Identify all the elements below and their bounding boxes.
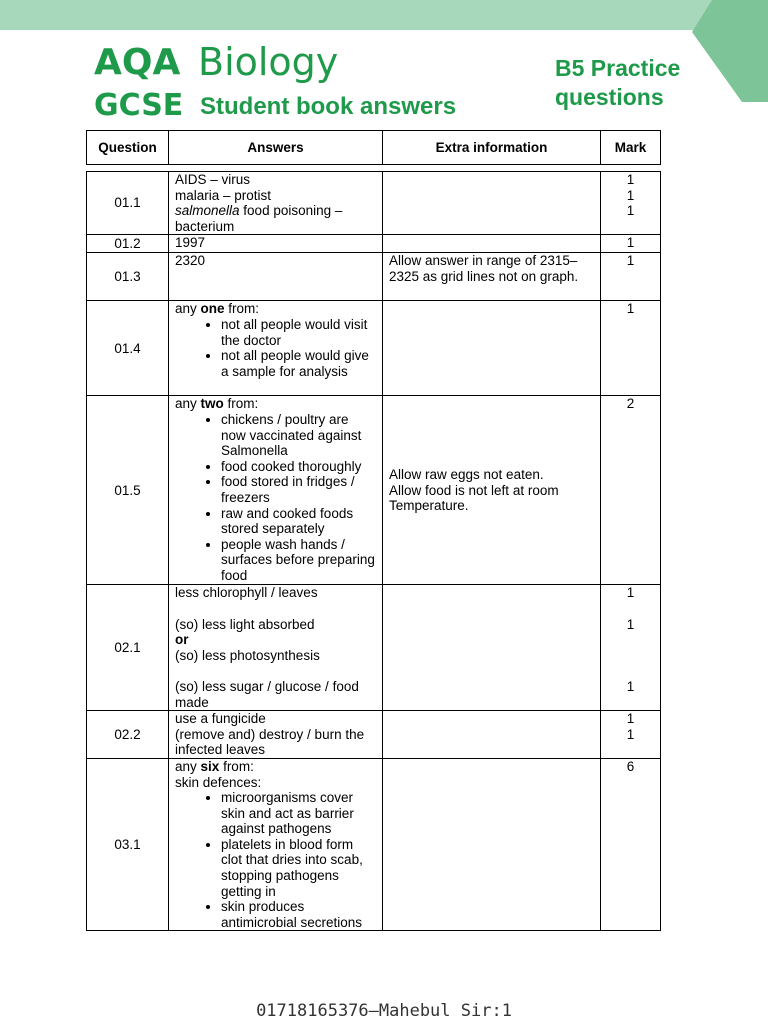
header-extra: Extra information: [383, 131, 601, 165]
page-footer: 01718165376–Mahebul Sir:1: [256, 1001, 512, 1021]
answer-line: malaria – protist: [175, 187, 272, 203]
answer-line: salmonella food poisoning – bacterium: [175, 203, 343, 234]
table-row: [87, 253, 661, 301]
table-row: [87, 758, 661, 931]
answer-bullets: [175, 790, 376, 930]
list-item: • microorganisms cover skin and act as barrier against pathogens: [221, 790, 376, 837]
answer-cell: 1997: [169, 235, 383, 253]
extra-cell: [383, 585, 601, 711]
answer-lead: any one from:: [175, 301, 260, 317]
list-item: • not all people would give a sample for analysis: [221, 348, 376, 379]
list-item: • chickens / poultry are now vaccinated against Salmonella: [221, 412, 376, 459]
extra-cell: [383, 301, 601, 396]
extra-cell: [383, 711, 601, 759]
extra-cell: [383, 758, 601, 931]
table-row: [87, 585, 661, 711]
answer-cell: [169, 301, 383, 396]
question-number: 01.4: [87, 301, 169, 396]
italic-term: salmonella: [175, 203, 240, 219]
question-number: 02.1: [87, 585, 169, 711]
list-item: • platelets in blood form clot that dries into scab, stopping pathogens getting in: [221, 837, 376, 899]
table-row: [87, 396, 661, 585]
aqa-logo: AQA: [94, 42, 181, 83]
header-question: Question: [87, 131, 169, 165]
answer-bullets: [175, 317, 376, 379]
question-number: 02.2: [87, 711, 169, 759]
extra-cell: [383, 172, 601, 235]
mark-cell: 6: [601, 758, 661, 931]
header-answers: Answers: [169, 131, 383, 165]
section-title-line2: questions: [555, 84, 664, 110]
header-mark: Mark: [601, 131, 661, 165]
list-item: • not all people would visit the doctor: [221, 317, 376, 348]
mark-cell: 1 1 1: [601, 585, 661, 711]
answers-table: [86, 171, 661, 931]
answer-cell: [169, 172, 383, 235]
subject-title: Biology: [198, 40, 339, 84]
list-item: • raw and cooked foods stored separately: [221, 506, 376, 537]
mark-cell: 1 1: [601, 711, 661, 759]
gcse-logo: GCSE: [94, 88, 184, 123]
extra-cell: [383, 235, 601, 253]
mark-cell: 2: [601, 396, 661, 585]
extra-cell: Allow answer in range of 2315–2325 as grid lines not on graph.: [383, 253, 601, 301]
answer-line: AIDS – virus: [175, 172, 251, 187]
answer-cell: 2320: [169, 253, 383, 301]
table-row: [87, 301, 661, 396]
table-row: [87, 172, 661, 235]
mark-cell: 1: [601, 253, 661, 301]
extra-cell: Allow raw eggs not eaten. Allow food is not left at room Temperature.: [383, 396, 601, 585]
mark-cell: 1: [601, 235, 661, 253]
answer-cell: [169, 396, 383, 585]
answer-cell: less chlorophyll / leaves (so) less light absorbed or (so) less photosynthesis (so) less sugar / glucose / food made: [169, 585, 383, 711]
section-title-line1: B5 Practice: [555, 55, 681, 81]
table-row: [87, 235, 661, 253]
answers-table-header: [86, 130, 661, 165]
question-number: 01.3: [87, 253, 169, 301]
answer-cell: [169, 758, 383, 931]
answer-subheading: skin defences:: [175, 774, 262, 790]
answer-bullets: [175, 412, 376, 584]
list-item: • food cooked thoroughly: [221, 459, 376, 475]
question-number: 01.2: [87, 235, 169, 253]
answer-cell: use a fungicide (remove and) destroy / burn the infected leaves: [169, 711, 383, 759]
answer-lead: any six from:: [175, 758, 254, 774]
mark-cell: 1 1 1: [601, 172, 661, 235]
table-row: [87, 711, 661, 759]
list-item: • people wash hands / surfaces before preparing food: [221, 537, 376, 584]
section-title: [555, 54, 680, 112]
list-item: • food stored in fridges / freezers: [221, 474, 376, 505]
mark-cell: 1: [601, 301, 661, 396]
book-title: Student book answers: [200, 93, 457, 120]
question-number: 03.1: [87, 758, 169, 931]
question-number: 01.1: [87, 172, 169, 235]
question-number: 01.5: [87, 396, 169, 585]
list-item: • skin produces antimicrobial secretions: [221, 899, 376, 930]
answer-lead: any two from:: [175, 396, 259, 412]
